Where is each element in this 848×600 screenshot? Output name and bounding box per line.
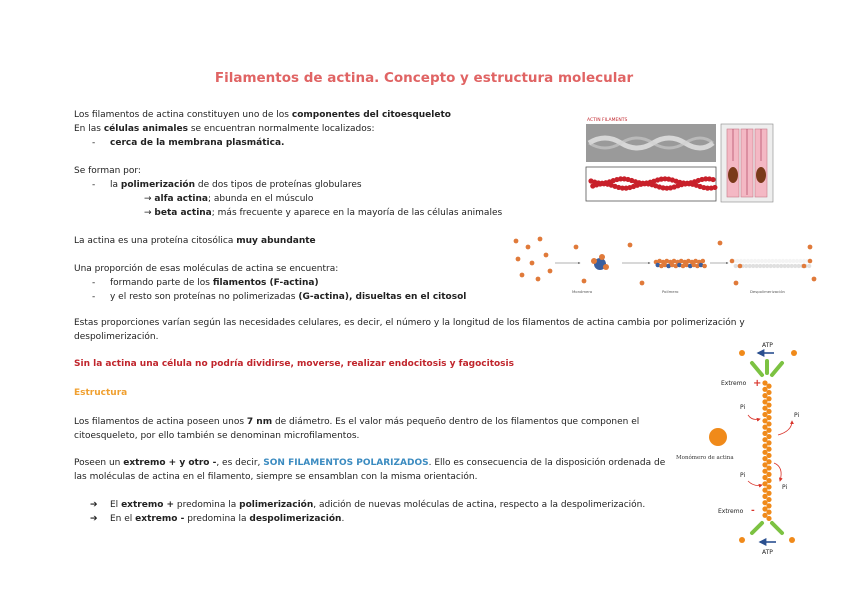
polar-filament xyxy=(762,380,771,521)
free-monomer xyxy=(544,253,549,258)
free-monomer xyxy=(718,241,723,246)
minus-end-label: Extremo xyxy=(718,508,744,515)
actin-bead xyxy=(711,177,716,182)
monomer-legend-label: Monómero de actina xyxy=(676,455,734,461)
free-monomer xyxy=(574,245,579,250)
end-subunit xyxy=(738,264,743,269)
free-monomer-bottom-left xyxy=(739,537,745,543)
free-monomer xyxy=(628,243,633,248)
free-monomer xyxy=(526,245,531,250)
nucleus-2 xyxy=(756,167,766,183)
pi-label-2: Pi xyxy=(794,412,800,419)
free-monomer xyxy=(640,281,645,286)
polarity-illustration xyxy=(670,335,820,560)
short-polymer xyxy=(654,259,707,269)
green-arrows-top xyxy=(752,361,782,375)
actin-filament-label: ACTIN FILAMENTS xyxy=(587,118,628,123)
free-monomer xyxy=(812,277,817,282)
polymerization-figure xyxy=(510,233,822,298)
formation-line-4: → beta actina; más frecuente y aparece en la mayoría de las células animales xyxy=(144,208,503,218)
actin-filament-figure xyxy=(585,115,775,207)
pi-label-3: Pi xyxy=(740,472,746,479)
free-monomer xyxy=(530,261,535,266)
polymerization-illustration xyxy=(510,233,822,298)
ends-list xyxy=(74,498,654,526)
polymer-subunit xyxy=(701,259,706,264)
actin-filament-illustration xyxy=(585,115,775,207)
free-monomer-top-left xyxy=(739,350,745,356)
end-subunit xyxy=(730,259,735,264)
minus-sign: - xyxy=(751,506,755,516)
free-monomer xyxy=(536,277,541,282)
atp-bottom-label: ATP xyxy=(762,549,773,556)
end-subunit xyxy=(802,264,807,269)
label-monomer: Monómero xyxy=(572,289,593,294)
formation-line-3: → alfa actina; abunda en el músculo xyxy=(144,194,314,204)
free-monomer-bottom-right xyxy=(789,537,795,543)
free-monomer xyxy=(808,245,813,250)
proportion-line-1: Una proporción de esas moléculas de actina se encuentra: xyxy=(74,264,339,274)
diameter-paragraph: Los filamentos de actina poseen unos 7 nm de diámetro. Es el valor más pequeño dentro de los filamentos que componen el citoesqueleto, por ello también se denominan microfilamentos. xyxy=(74,417,640,441)
depolymer-subunit xyxy=(807,264,811,268)
pi-label-4: Pi xyxy=(782,484,788,491)
free-monomer xyxy=(516,257,521,262)
plus-sign: + xyxy=(753,378,762,389)
intro-line-2: En las células animales se encuentran normalmente localizados: xyxy=(74,124,375,134)
polarity-paragraph: Poseen un extremo + y otro -, es decir, SON FILAMENTOS POLARIZADOS. Ello es consecuencia de la disposición ordenada de las moléculas de actina en el filamento, siempre se ensamblan con la misma orientación. xyxy=(74,458,666,482)
variation-paragraph: Estas proporciones varían según las necesidades celulares, es decir, el número y la longitud de los filamentos de actina cambia por polimerización y despolimerización. xyxy=(74,318,745,342)
free-monomer xyxy=(538,237,543,242)
long-polymer xyxy=(730,259,813,269)
nucleus-1 xyxy=(728,167,738,183)
polarity-figure xyxy=(670,335,820,560)
proportion-line-2: - formando parte de los filamentos (F-actina) xyxy=(92,278,319,288)
formation-paragraph xyxy=(74,164,654,220)
intro-paragraph xyxy=(74,108,654,150)
free-monomer xyxy=(514,239,519,244)
plus-end-label: Extremo xyxy=(721,380,747,387)
label-depolymerization: Despolimerización xyxy=(750,289,785,294)
filament-subunit xyxy=(766,516,771,521)
free-monomer xyxy=(582,279,587,284)
monomer-legend-dot xyxy=(709,428,727,446)
page-title: Filamentos de actina. Concepto y estructura molecular xyxy=(214,70,634,86)
warning-text: Sin la actina una célula no podría dividirse, moverse, realizar endocitosis y fagocitosis xyxy=(74,359,514,369)
pi-label-1: Pi xyxy=(740,404,746,411)
green-arrows-bottom xyxy=(752,523,782,533)
section-heading-estructura: Estructura xyxy=(74,388,128,398)
formation-line-2: - la polimerización de dos tipos de proteínas globulares xyxy=(92,180,362,190)
plus-end-bullet: ➔ El extremo + predomina la polimerización, adición de nuevas moléculas de actina, respecto a la despolimerización. xyxy=(90,500,646,510)
actin-bead xyxy=(712,185,717,190)
end-subunit xyxy=(808,259,813,264)
atp-top-label: ATP xyxy=(762,342,773,349)
free-monomer-top-right xyxy=(791,350,797,356)
free-monomer xyxy=(548,269,553,274)
cytosolic-paragraph: La actina es una proteína citosólica muy abundante xyxy=(74,236,316,246)
formation-line-1: Se forman por: xyxy=(74,166,141,176)
intro-line-3: - cerca de la membrana plasmática. xyxy=(92,138,285,148)
label-polymer: Polímero xyxy=(662,289,679,294)
minus-end-bullet: ➔ En el extremo - predomina la despolimerización. xyxy=(90,514,345,524)
intro-line-1: Los filamentos de actina constituyen uno de los componentes del citoesqueleto xyxy=(74,110,451,120)
polymer-subunit xyxy=(702,264,707,269)
free-monomer xyxy=(520,273,525,278)
proportion-line-3: - y el resto son proteínas no polimerizadas (G-actina), disueltas en el citosol xyxy=(92,292,467,302)
free-monomer xyxy=(734,281,739,286)
